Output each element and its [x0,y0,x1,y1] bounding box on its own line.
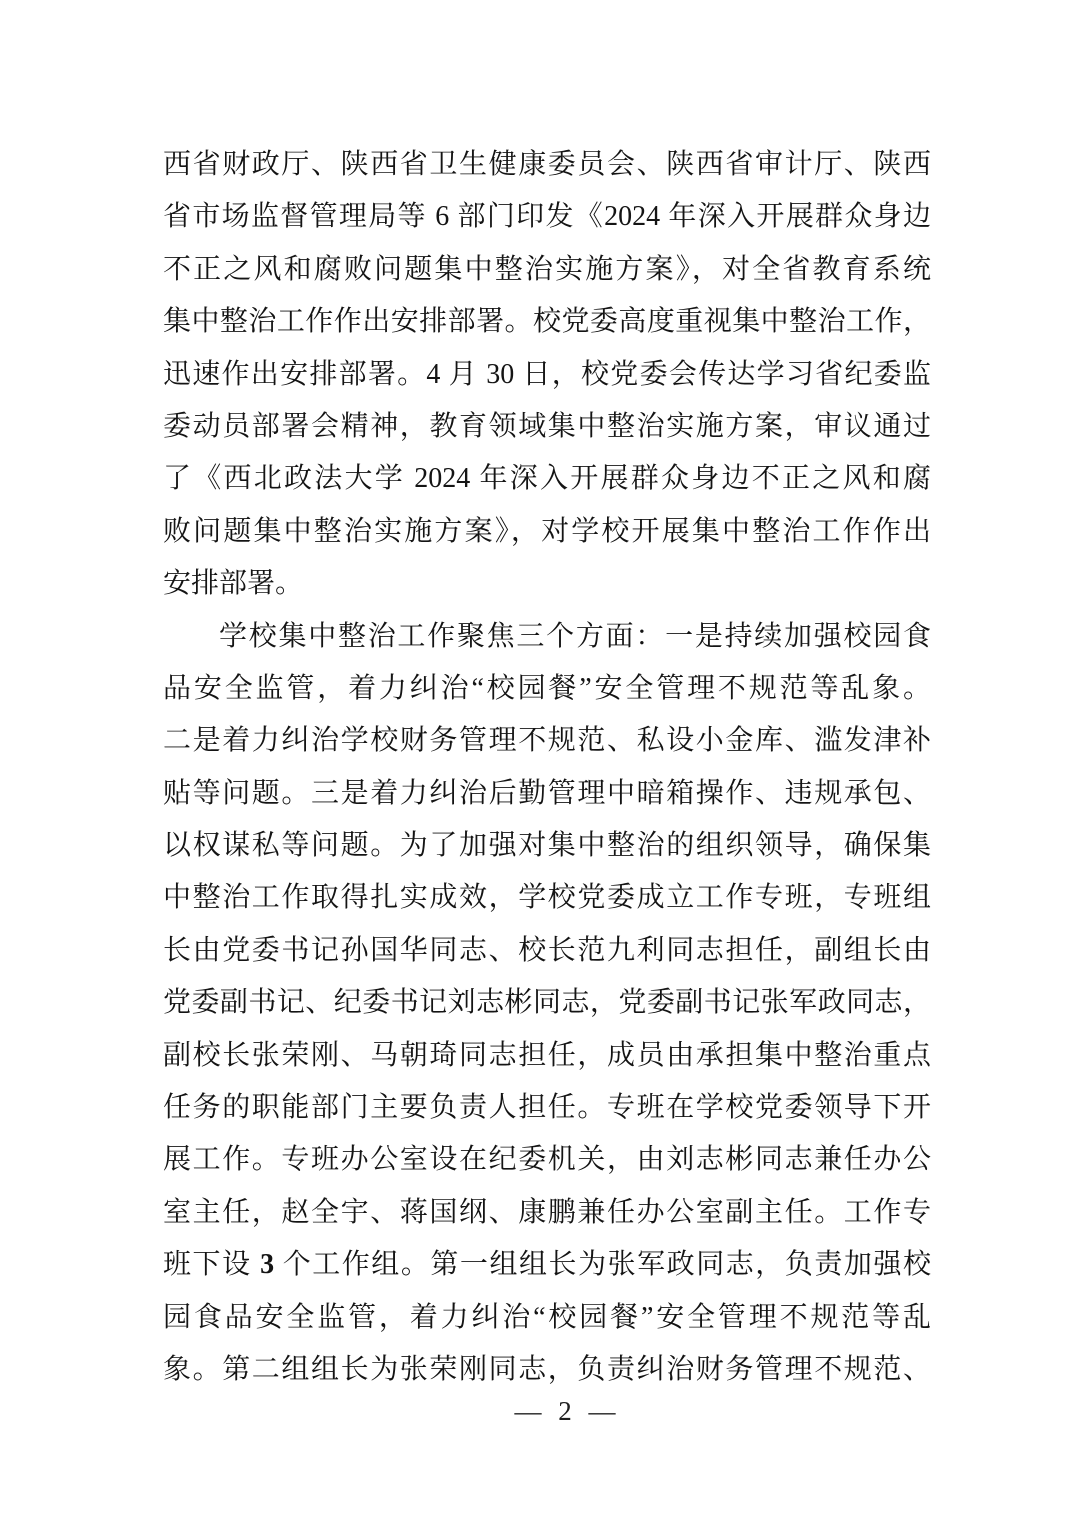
text-line [163,611,931,663]
text-line [163,296,931,348]
text-segment: 以权谋私等问题。为了加强对集中整治的组织领导，确保集 [163,830,931,862]
text-segment: 中整治工作取得扎实成效，学校党委成立工作专班，专班组 [163,882,931,914]
text-line [163,977,931,1029]
text-segment: 园食品安全监管，着力纠治“校园餐”安全管理不规范等乱 [163,1301,931,1333]
text-segment: 迅速作出安排部署。4 月 30 日，校党委会传达学习省纪委监 [163,358,931,390]
text-segment: 品安全监管，着力纠治“校园餐”安全管理不规范等乱象。 [163,672,931,704]
text-segment: 象。第二组组长为张荣刚同志，负责纠治财务管理不规范、 [163,1353,931,1385]
text-line [163,191,931,243]
text-line [163,872,931,924]
text-segment: 不正之风和腐败问题集中整治实施方案》，对全省教育系统 [163,253,931,285]
text-segment: 了《西北政法大学 2024 年深入开展群众身边不正之风和腐 [163,463,931,495]
text-line [163,558,931,610]
text-segment: 展工作。专班办公室设在纪委机关，由刘志彬同志兼任办公 [163,1144,931,1176]
text-segment: 室主任，赵全宇、蒋国纲、康鹏兼任办公室副主任。工作专 [163,1196,931,1228]
document-body [163,139,931,1396]
text-segment: 委动员部署会精神，教育领域集中整治实施方案，审议通过 [163,410,931,442]
text-segment: 任务的职能部门主要负责人担任。专班在学校党委领导下开 [163,1092,931,1124]
text-segment: 党委副书记、纪委书记刘志彬同志，党委副书记张军政同志， [163,987,931,1019]
text-line [163,715,931,767]
text-segment: 长由党委书记孙国华同志、校长范九利同志担任，副组长由 [163,934,931,966]
text-line [163,1082,931,1134]
page-footer [25,1396,1080,1427]
text-line [163,506,931,558]
text-line [163,1292,931,1344]
text-line [163,1187,931,1239]
bold-number: 3 [260,1249,275,1281]
text-line [163,453,931,505]
text-segment: 副校长张荣刚、马朝琦同志担任，成员由承担集中整治重点 [163,1039,931,1071]
text-segment: 安排部署。 [163,568,304,600]
text-line [163,139,931,191]
text-line [163,925,931,977]
text-segment: 学校集中整治工作聚焦三个方面：一是持续加强校园食 [219,620,931,652]
text-line [163,1344,931,1396]
text-line [163,1134,931,1186]
text-line [163,244,931,296]
text-segment: 个工作组。第一组组长为张军政同志，负责加强校 [274,1249,931,1281]
text-segment: 班下设 [163,1249,261,1281]
text-line [163,1239,931,1291]
text-line [163,1030,931,1082]
text-segment: 二是着力纠治学校财务管理不规范、私设小金库、滥发津补 [163,725,931,757]
text-line [163,663,931,715]
text-line [163,349,931,401]
page-number: — 2 — [514,1396,616,1426]
text-segment: 集中整治工作作出安排部署。校党委高度重视集中整治工作， [163,306,931,338]
text-segment: 贴等问题。三是着力纠治后勤管理中暗箱操作、违规承包、 [163,777,931,809]
text-segment: 西省财政厅、陕西省卫生健康委员会、陕西省审计厅、陕西 [163,149,931,180]
text-line [163,820,931,872]
text-line [163,768,931,820]
text-segment: 省市场监督管理局等 6 部门印发《2024 年深入开展群众身边 [163,201,931,233]
text-segment: 败问题集中整治实施方案》，对学校开展集中整治工作作出 [163,515,931,547]
text-line [163,401,931,453]
